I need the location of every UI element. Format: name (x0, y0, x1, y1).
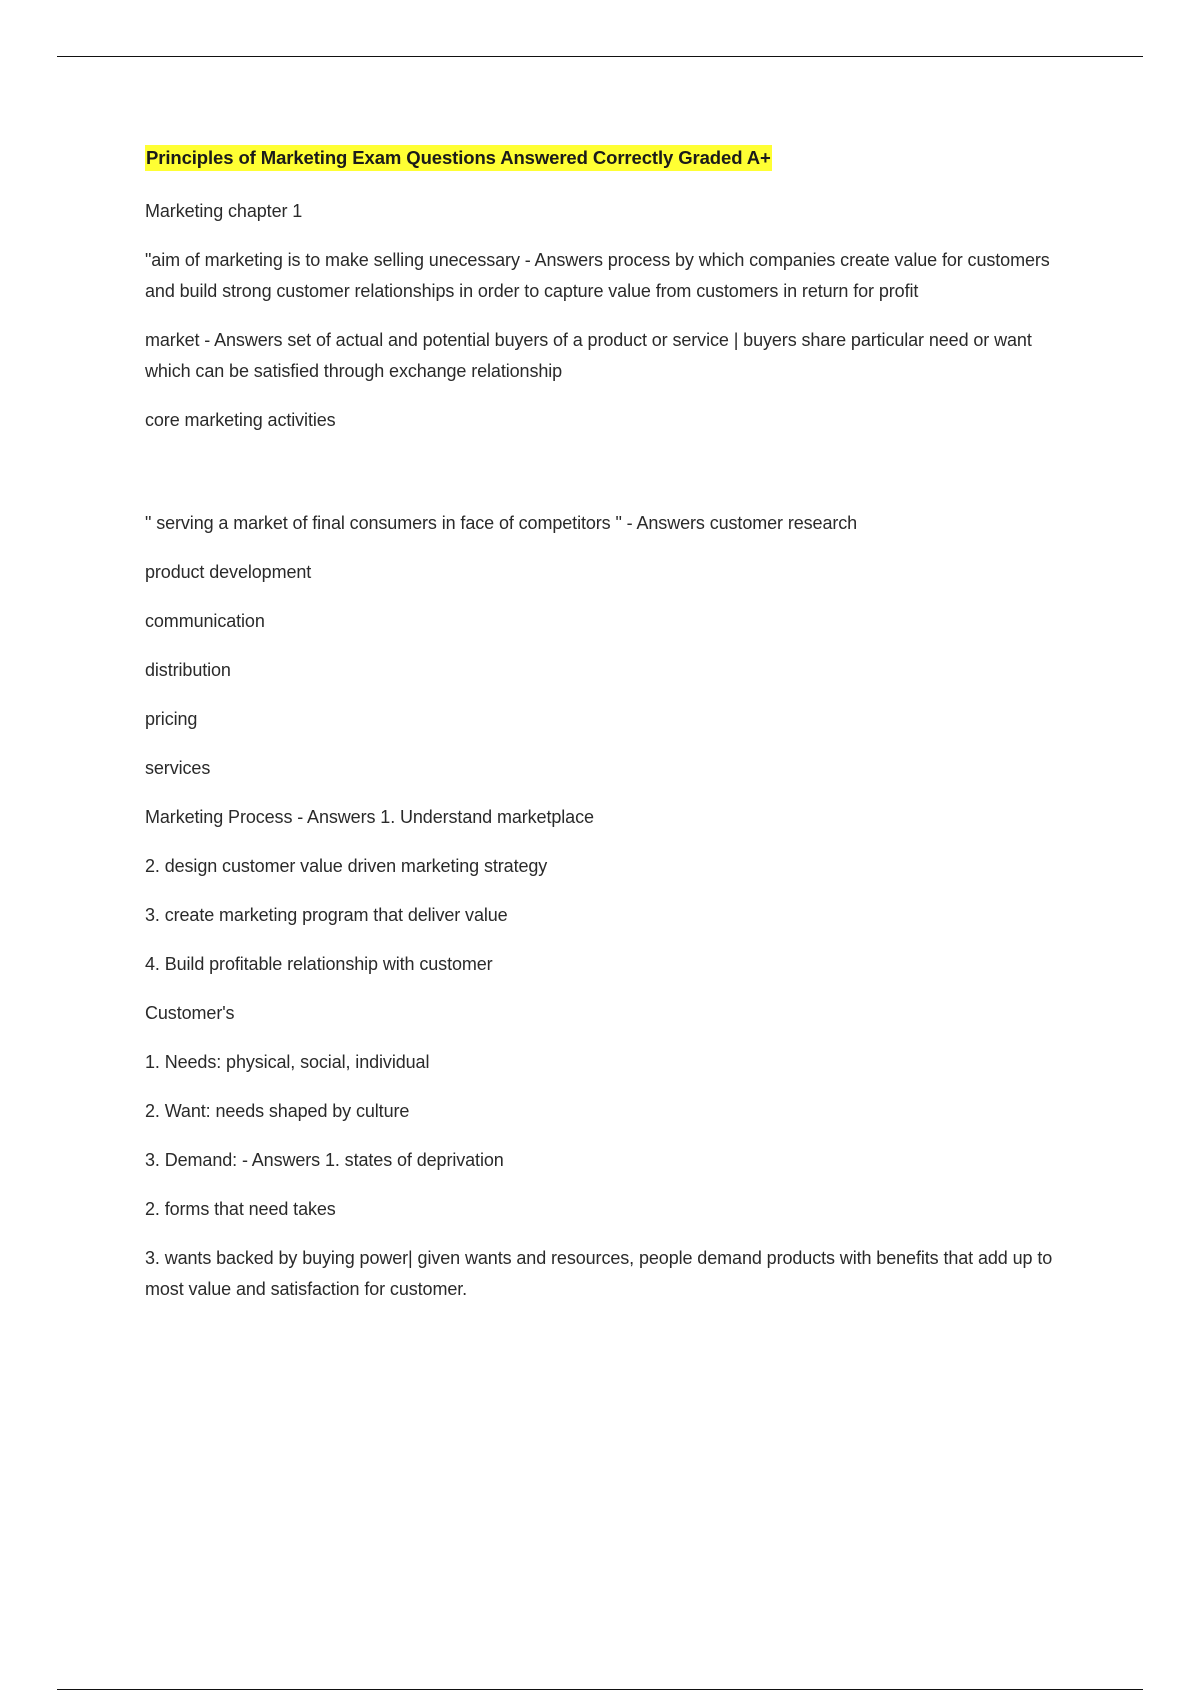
header-rule (57, 56, 1143, 57)
paragraph-serving-market: " serving a market of final consumers in face of competitors " - Answers customer research (145, 513, 858, 533)
list-item: 3. Demand: - Answers 1. states of deprivation (145, 1150, 504, 1170)
list-item: 2. design customer value driven marketing strategy (145, 856, 548, 876)
list-item: pricing (145, 709, 198, 729)
paragraph-chapter: Marketing chapter 1 (145, 201, 303, 221)
paragraph-market: market - Answers set of actual and potential buyers of a product or service | buyers share particular need or want which can be satisfied through exchange relationship (145, 330, 1032, 381)
document-body (145, 145, 1075, 1305)
list-item: product development (145, 562, 312, 582)
list-item: communication (145, 611, 265, 631)
list-item: 2. forms that need takes (145, 1199, 336, 1219)
paragraph-marketing-process: Marketing Process - Answers 1. Understand marketplace (145, 807, 594, 827)
list-item: services (145, 758, 211, 778)
paragraph-core-activities: core marketing activities (145, 410, 336, 430)
paragraph-wants-backed: 3. wants backed by buying power| given wants and resources, people demand products with benefits that add up to most value and satisfaction for customer. (145, 1248, 1053, 1299)
list-item: 3. create marketing program that deliver value (145, 905, 508, 925)
paragraph-customers: Customer's (145, 1003, 235, 1023)
list-item: 2. Want: needs shaped by culture (145, 1101, 410, 1121)
list-item: distribution (145, 660, 231, 680)
list-item: 4. Build profitable relationship with customer (145, 954, 493, 974)
document-title: Principles of Marketing Exam Questions Answered Correctly Graded A+ (145, 145, 772, 171)
paragraph-aim-of-marketing: "aim of marketing is to make selling unecessary - Answers process by which companies create value for customers and build strong customer relationships in order to capture value from customers in return for profit (145, 250, 1050, 301)
footer-rule (57, 1689, 1143, 1690)
list-item: 1. Needs: physical, social, individual (145, 1052, 430, 1072)
